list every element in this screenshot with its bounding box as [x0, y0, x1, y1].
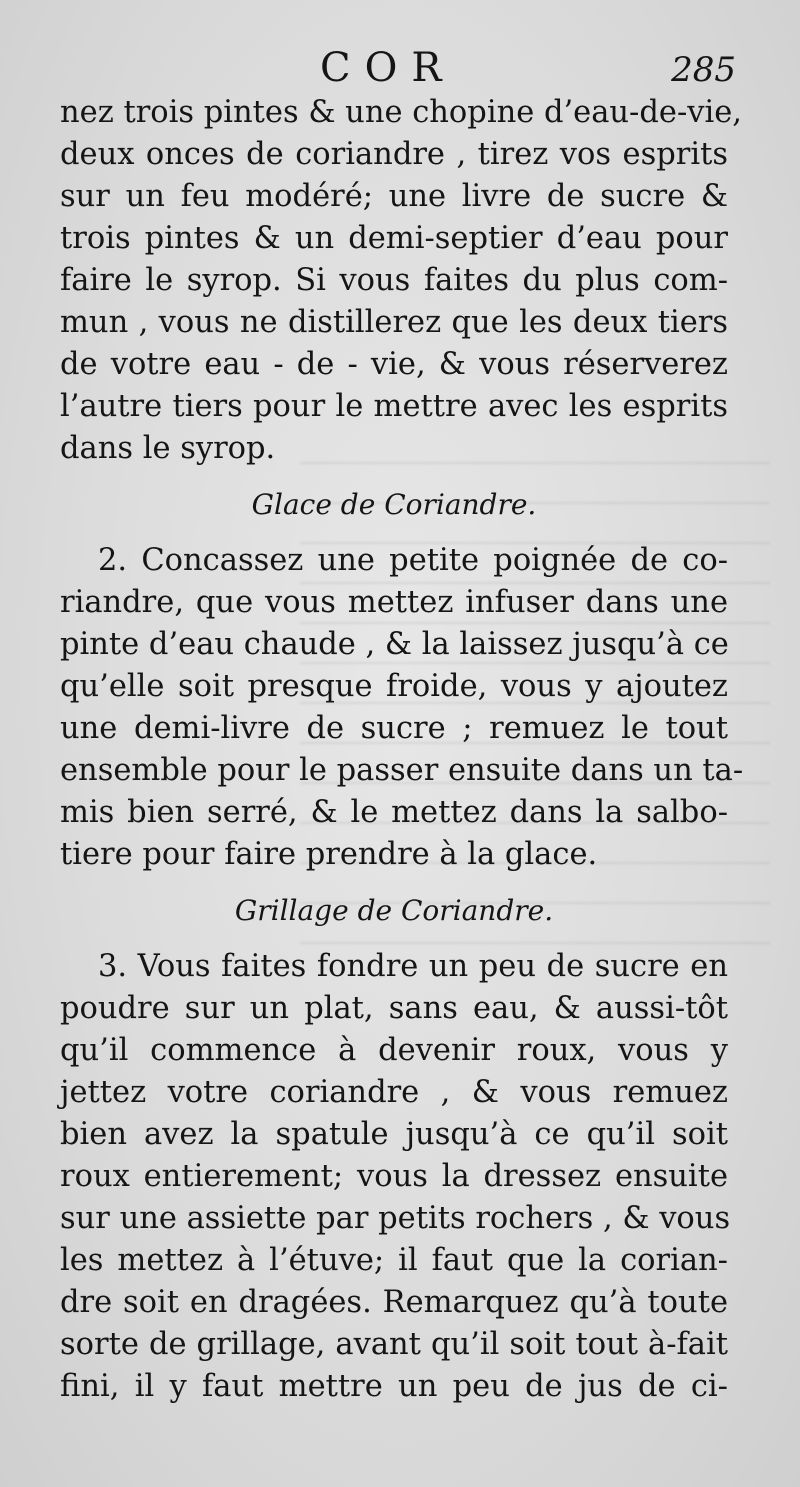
page-header — [0, 42, 800, 94]
running-head: COR — [320, 45, 456, 91]
text-line: de votre eau - de - vie, & vous réserverez — [60, 347, 728, 382]
text-line: sorte de grillage, avant qu’il soit tout à-fait — [60, 1327, 728, 1362]
text-line: deux onces de coriandre , tirez vos esprits — [60, 137, 728, 172]
text-line: dre soit en dragées. Remarquez qu’à toute — [60, 1285, 728, 1320]
paragraph-2 — [60, 540, 744, 876]
text-line: mis bien serré, & le mettez dans la salbo- — [60, 795, 728, 830]
text-line: qu’elle soit presque froide, vous y ajoutez — [60, 669, 728, 704]
text-line: jettez votre coriandre , & vous remuez — [60, 1075, 728, 1110]
text-line: sur une assiette par petits rochers , & vous — [60, 1201, 731, 1236]
text-line: ensemble pour le passer ensuite dans un ta- — [60, 753, 744, 788]
page-number: 285 — [671, 50, 736, 90]
text-line: poudre sur un plat, sans eau, & aussi-tôt — [60, 991, 728, 1026]
text-line: sur un feu modéré; une livre de sucre & — [60, 179, 728, 214]
paragraph-3 — [60, 946, 731, 1408]
text-line: les mettez à l’étuve; il faut que la corian- — [60, 1243, 728, 1278]
text-line: faire le syrop. Si vous faites du plus com- — [60, 263, 728, 298]
text-line: fini, il y faut mettre un peu de jus de ci- — [60, 1369, 728, 1404]
paragraph-1 — [60, 92, 742, 470]
text-line: 3. Vous faites fondre un peu de sucre en — [98, 949, 728, 984]
text-line: dans le syrop. — [60, 431, 276, 466]
text-line: nez trois pintes & une chopine d’eau-de-vie, — [60, 95, 742, 130]
section-heading-grillage: Grillage de Coriandre. — [234, 894, 554, 927]
text-line: riandre, que vous mettez infuser dans une — [60, 585, 728, 620]
section-heading-glace: Glace de Coriandre. — [251, 488, 537, 521]
text-line: qu’il commence à devenir roux, vous y — [60, 1033, 728, 1068]
text-line: bien avez la spatule jusqu’à ce qu’il soit — [60, 1117, 728, 1152]
text-line: mun , vous ne distillerez que les deux tiers — [60, 305, 728, 340]
text-line: trois pintes & un demi-septier d’eau pour — [60, 221, 728, 256]
text-line: 2. Concassez une petite poignée de co- — [98, 543, 728, 578]
text-line: une demi-livre de sucre ; remuez le tout — [60, 711, 728, 746]
text-line: pinte d’eau chaude , & la laissez jusqu’à ce — [60, 627, 729, 662]
body-text — [60, 92, 744, 1408]
text-line: l’autre tiers pour le mettre avec les esprits — [60, 389, 728, 424]
text-line: tiere pour faire prendre à la glace. — [60, 837, 598, 872]
text-line: roux entierement; vous la dressez ensuite — [60, 1159, 728, 1194]
